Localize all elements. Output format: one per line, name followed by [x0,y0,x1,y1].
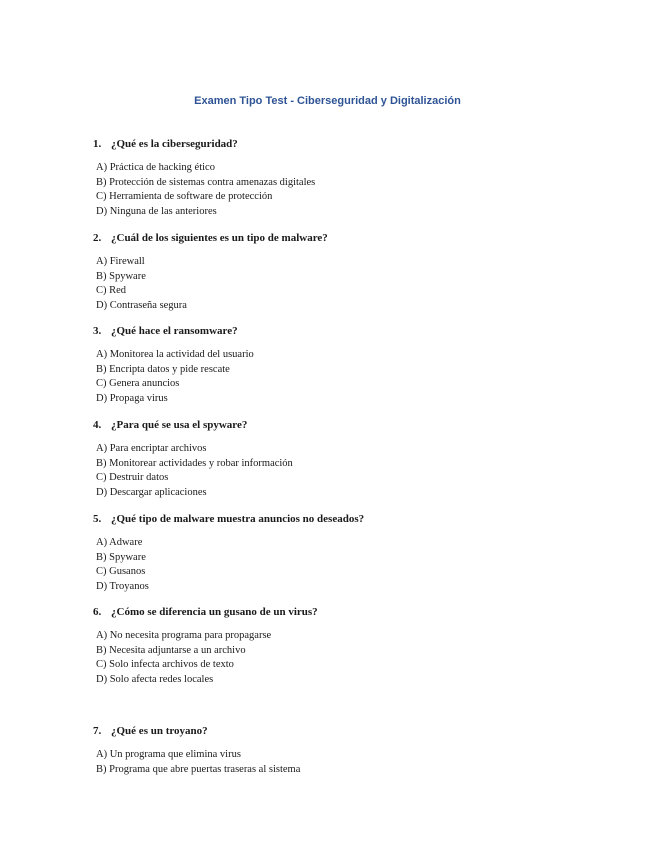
question-heading [93,324,613,338]
question-number: 6. [93,606,102,618]
question-text: ¿Qué tipo de malware muestra anuncios no deseados? [111,513,365,525]
option-d: D) Propaga virus [96,392,168,404]
option-c: C) Solo infecta archivos de texto [96,659,234,670]
option-c: C) Herramienta de software de protección [96,191,273,202]
option-b: B) Necesita adjuntarse a un archivo [96,644,246,656]
option-b: B) Spyware [96,551,146,563]
option-c: C) Gusanos [96,566,146,577]
option-a: A) Adware [96,537,143,548]
question-text: ¿Para qué se usa el spyware? [111,419,248,431]
question-7 [93,724,613,777]
question-6 [93,605,613,687]
option-list [96,748,613,777]
question-number: 7. [93,725,102,737]
option-d: D) Troyanos [96,580,149,592]
option-b: B) Spyware [96,270,146,282]
question-number: 4. [93,419,102,431]
question-4 [93,418,613,500]
question-text: ¿Cómo se diferencia un gusano de un virus? [111,606,318,618]
option-list [96,255,613,313]
question-heading [93,605,613,619]
option-b: B) Monitorear actividades y robar información [96,457,293,469]
option-a: A) Práctica de hacking ético [96,162,215,173]
option-a: A) No necesita programa para propagarse [96,630,272,641]
option-d: D) Solo afecta redes locales [96,673,214,685]
question-number: 1. [93,138,102,150]
option-list [96,348,613,406]
option-b: B) Programa que abre puertas traseras al sistema [96,763,301,775]
page-title: Examen Tipo Test - Ciberseguridad y Digitalización [194,95,461,107]
question-heading [93,512,613,526]
question-text: ¿Qué es un troyano? [111,725,208,737]
question-number: 5. [93,513,102,525]
question-heading [93,418,613,432]
option-list [96,161,613,219]
option-a: A) Firewall [96,256,145,267]
option-list [96,442,613,500]
question-number: 2. [93,232,102,244]
option-d: D) Descargar aplicaciones [96,486,207,498]
question-heading [93,231,613,245]
question-1 [93,137,613,219]
question-3 [93,324,613,406]
question-number: 3. [93,325,102,337]
question-5 [93,512,613,594]
option-c: C) Destruir datos [96,472,169,483]
option-list [96,536,613,594]
question-2 [93,231,613,313]
option-c: C) Genera anuncios [96,378,180,389]
question-heading [93,137,613,151]
question-text: ¿Qué hace el ransomware? [111,325,238,337]
question-heading [93,724,613,738]
option-list [96,629,613,687]
option-b: B) Protección de sistemas contra amenazas digitales [96,176,316,188]
option-c: C) Red [96,285,127,296]
option-b: B) Encripta datos y pide rescate [96,363,230,375]
option-a: A) Monitorea la actividad del usuario [96,349,254,360]
question-text: ¿Qué es la ciberseguridad? [111,138,238,150]
option-d: D) Contraseña segura [96,299,187,311]
option-a: A) Un programa que elimina virus [96,749,241,760]
question-text: ¿Cuál de los siguientes es un tipo de malware? [111,232,328,244]
option-d: D) Ninguna de las anteriores [96,205,217,217]
option-a: A) Para encriptar archivos [96,443,207,454]
